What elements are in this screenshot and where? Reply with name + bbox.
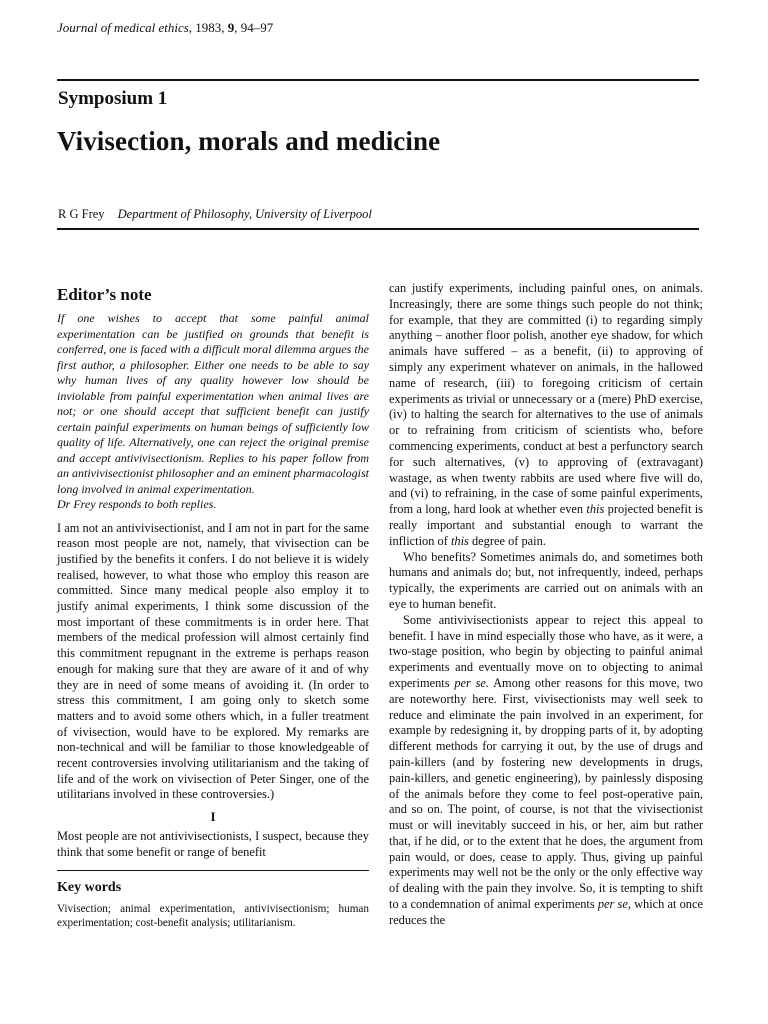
right-paragraph-2: Who benefits? Sometimes animals do, and sometimes both humans and animals do; but, not infrequently, indeed, perhaps typically, the experiments are carried out on animals with an eye to human benefit.: [389, 549, 703, 611]
right-p3-emphasis-2: per se,: [597, 897, 631, 912]
article-title: Vivisection, morals and medicine: [57, 126, 441, 156]
journal-pages: , 94–97: [234, 20, 274, 35]
editor-note-body: If one wishes to accept that some painful animal experimentation can be justified on grounds that benefit is conferred, one is faced with a difficult moral dilemma argues the first author, a philosopher. Either one needs to be able to say why human lives of any quality however low should be inviolable from painful experimentation when animal lives are not; or one should accept that sufficient benefit can justify certain painful experiments on human beings of sufficiently low quality of life. Alternatively, one can reject the original premise and accept antivivisectionism. Replies to his paper follow from an antivivisectionist philosopher and an eminent pharmacologist long involved in animal experimentation.: [57, 311, 369, 496]
journal-name: Journal of medical ethics,: [57, 20, 193, 35]
key-words-text: Vivisection; animal experimentation, antivivisectionism; human experimentation; cost-benefit analysis; utilitarianism.: [57, 902, 369, 929]
editor-note-heading: Editor’s note: [57, 285, 152, 304]
editor-note-text: [57, 311, 369, 513]
editor-note-closing: Dr Frey responds to both replies.: [57, 497, 217, 511]
right-p3-emphasis-1: per se.: [454, 675, 490, 690]
right-p1-text-b: projected benefit is really important and substantial enough to warrant the infliction of: [389, 502, 703, 548]
keywords-rule: [57, 870, 369, 871]
right-p3-text-a: Some antivivisectionists appear to reject this appeal to benefit. I have in mind especially those who have, as it were, a two-stage position, who begin by objecting to painful animal experiments and eventually move on to objecting to animal experiments: [389, 612, 703, 690]
left-column: [57, 285, 369, 930]
section-number: I: [210, 809, 216, 825]
right-column: [389, 281, 703, 929]
journal-year: 1983,: [192, 20, 228, 35]
body-paragraph-2: Most people are not antivivisectionists, I suspect, because they think that some benefit or range of benefit: [57, 829, 369, 859]
byline: [58, 207, 372, 222]
section-label: Symposium 1: [58, 88, 168, 109]
journal-citation: [57, 20, 273, 36]
right-p3-text-c: which at once reduces the: [389, 897, 704, 927]
right-paragraph-1: [389, 281, 703, 550]
author-affiliation: Department of Philosophy, University of Liverpool: [117, 207, 372, 221]
right-p1-emphasis-1: this: [586, 502, 605, 517]
right-paragraph-3: [389, 613, 703, 929]
key-words-heading: Key words: [57, 879, 122, 895]
right-p1-text-c: degree of pain.: [468, 533, 546, 548]
right-p1-text-a: can justify experiments, including painful ones, on animals. Increasingly, there are some things such people do not think; for example, that they are committed (i) to regarding simply anything – another floor polish, another eye shadow, for which animals have suffered – as a benefit, (ii) to approving of simply any experiment whatever on animals, in the hallowed name of research, (iii) to foregoing criticism of certain experiments as trivial or unnecessary or a (mere) PhD exercise, (iv) to halting the search for alternatives to the use of animals or to refraining from criticism of scientists who, before commencing experiments, conduct at best a perfunctory search for such alternatives, (v) to approving of (extravagant) wastage, as when twenty rabbits are used where five will do, and (vi) to refraining, in the case of some painful experiments, from a long, hard look at whether even: [389, 281, 703, 517]
body-paragraph-1: I am not an antivivisectionist, and I am not in part for the same reason most people are not, namely, that vivisection can be justified by the benefits it confers. I do not believe it is widely realised, however, to what those who employ this reason are committed. Since many medical people also employ it to justify animal experiments, I think some discussion of the most important of these commitments is in order here. That members of the medical profession will almost certainly find this commitment repugnant in the extreme is perhaps reason enough for making sure that they are aware of it and of why they are in need of some means of avoiding it. (In order to stress this commitment, I am going only to sketch some matters and to avoid some others which, in a fuller treatment of vivisection, would have to be explored. My remarks are non-technical and will be familiar to those knowledgeable of recent controversies involving utilitarianism and the taking of life and of the work on vivisection of Peter Singer, one of the utilitarians involved in these controversies.): [57, 520, 369, 802]
header-rule: [57, 79, 699, 81]
author-name: R G Frey: [58, 207, 105, 221]
right-p1-emphasis-2: this: [450, 533, 469, 548]
journal-volume: 9: [227, 20, 235, 35]
byline-rule: [57, 228, 699, 230]
right-p3-text-b: Among other reasons for this move, two are noteworthy here. First, vivisectionists may well seek to reduce and eliminate the pain involved in an experiment, for example by redesigning it, by dropping parts of it, by adopting different methods for carrying it out, by the use of drugs and pain-killers (and by fostering new developments in drugs, pain-killers, and genetic engineering), by painlessly disposing of the animals before they come to feel post-operative pain, and so on. The point, of course, is not that the vivisectionist must or will inevitably succeed in his, or her, aim but rather that, if he did, or to the extent that he does, the argument from pain would, or does, cease to apply. Thus, giving up painful experiments may well not be the only or the only effective way of dealing with the pain they involve. So, it is tempting to shift to a condemnation of animal experiments: [389, 675, 704, 912]
